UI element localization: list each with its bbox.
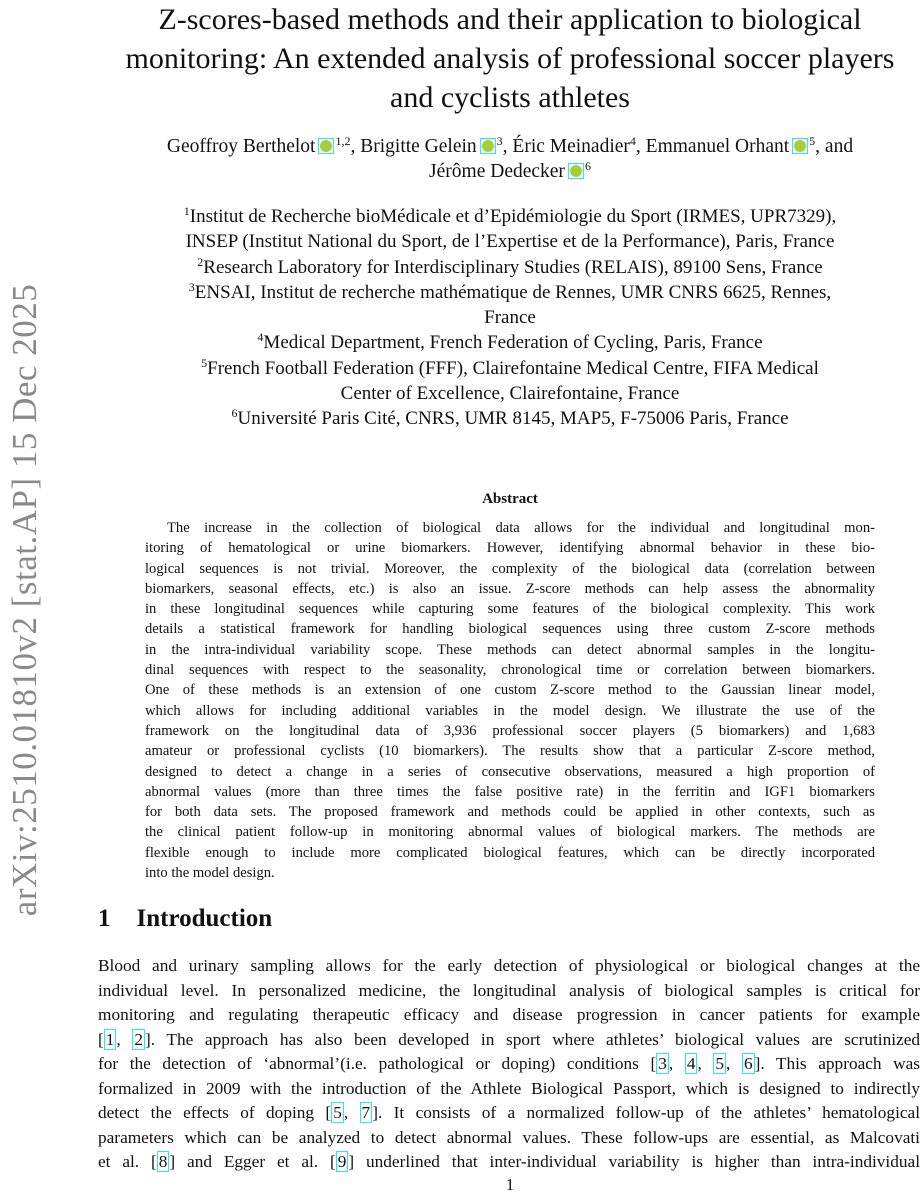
citation-link[interactable]: 1 — [105, 1029, 115, 1049]
author-name: Geoffroy Berthelot — [166, 136, 316, 157]
affiliation-line — [90, 305, 921, 330]
abstract-line: in these longitudinal sequences while capturing some features of the biological complexity. This work — [145, 601, 875, 618]
affiliation-text: Université Paris Cité, CNRS, UMR 8145, MAP5, F-75006 Paris, France — [237, 408, 789, 430]
abstract-body — [145, 518, 875, 883]
affiliation-number: 6 — [231, 406, 238, 421]
author-affiliation-mark: 1,2 — [335, 134, 351, 148]
orcid-icon[interactable] — [568, 163, 584, 179]
affiliation-number: 5 — [201, 355, 208, 370]
intro-text: ] underlined that inter-individual variability is higher than intra-individual — [348, 1152, 920, 1171]
abstract-line: in the intra-individual variability scope. These methods can detect abnormal samples in the longitu- — [145, 641, 875, 658]
intro-text: , — [116, 1029, 133, 1049]
affiliation-number: 4 — [257, 330, 264, 345]
intro-text: monitoring and regulating therapeutic efficacy and disease progression in cancer patients for example — [98, 1005, 920, 1024]
intro-text: ]. The approach has also been developed in sport where athletes’ biological values are scrutinized — [145, 1029, 921, 1049]
abstract-line: for both data sets. The proposed framework and methods could be applied in other contexts, such as — [145, 804, 875, 821]
affiliation-text: French Football Federation (FFF), Clairefontaine Medical Centre, FIFA Medical — [207, 357, 819, 379]
author-affiliation-mark: 3 — [496, 134, 503, 148]
abstract-line: into the model design. — [145, 865, 275, 882]
author-name: Brigitte Gelein — [360, 136, 477, 157]
citation-link[interactable]: 2 — [134, 1029, 144, 1049]
intro-text: , — [697, 1054, 714, 1073]
affiliation-line — [90, 330, 921, 355]
page-number: 1 — [505, 1175, 515, 1194]
section-number: 1 — [98, 905, 111, 932]
section-title: Introduction — [136, 905, 273, 932]
title-line: and cyclists athletes — [390, 81, 630, 114]
abstract-line: biomarkers, seasonal effects, etc.) is also an issue. Z-score methods can help assess the abnormality — [145, 580, 875, 597]
affiliation-line — [90, 406, 921, 431]
intro-line — [98, 1101, 920, 1126]
paper-title — [90, 0, 921, 117]
abstract-line: logical sequences is not trivial. Moreover, the complexity of the biological data (correlation between — [145, 560, 875, 577]
citation-link[interactable]: 5 — [715, 1054, 725, 1073]
abstract-line: the clinical patient follow-up in monitoring abnormal values of biological markers. The methods are — [145, 824, 875, 841]
affiliation-text: Medical Department, French Federation of Cycling, Paris, France — [263, 332, 763, 354]
intro-line — [98, 954, 920, 979]
affiliation-text: France — [484, 307, 536, 329]
author-separator: , — [350, 136, 361, 157]
citation-link[interactable]: 5 — [333, 1103, 342, 1122]
author-separator: , — [635, 136, 646, 157]
affiliation-number: 1 — [183, 204, 190, 218]
intro-text: et al. [ — [98, 1152, 157, 1171]
intro-text: detect the effects of doping [ — [98, 1103, 332, 1122]
intro-line — [98, 1028, 920, 1053]
intro-text: , — [726, 1054, 742, 1073]
intro-line — [98, 1003, 920, 1028]
arxiv-stamp: arXiv:2510.01810v2 [stat.AP] 15 Dec 2025 — [5, 283, 44, 917]
author-affiliation-mark: 5 — [809, 134, 816, 148]
author-affiliation-mark: 6 — [584, 159, 591, 173]
orcid-icon[interactable] — [480, 138, 496, 154]
author-list — [90, 134, 921, 184]
abstract-line: amateur or professional cyclists (10 biomarkers). The results show that a particular Z-score method, — [145, 743, 875, 760]
abstract-line: which allows for including additional variables in the model design. We illustrate the use of the — [145, 702, 875, 719]
author-separator: , — [502, 136, 513, 157]
abstract-line: itoring of hematological or urine biomarkers. However, identifying abnormal behavior in these bio- — [145, 540, 875, 557]
intro-text: individual level. In personalized medicine, the longitudinal analysis of biological samples is critical for — [98, 980, 920, 1000]
intro-text: ] and Egger et al. [ — [169, 1152, 336, 1171]
author-separator: , and — [815, 136, 854, 157]
orcid-icon[interactable] — [792, 138, 808, 154]
affiliation-line — [90, 255, 921, 280]
intro-text: Blood and urinary sampling allows for the early detection of physiological or biological changes at the — [98, 956, 920, 975]
affiliation-line — [90, 356, 921, 381]
abstract-line: flexible enough to include more complicated biological features, which can be directly incorporated — [145, 844, 875, 861]
intro-line — [98, 1077, 920, 1102]
intro-text: ]. It consists of a normalized follow-up of the athletes’ hematological — [372, 1103, 921, 1122]
title-line: monitoring: An extended analysis of professional soccer players — [125, 42, 895, 75]
affiliation-line — [90, 381, 921, 406]
author-name: Éric Meinadier — [512, 136, 630, 157]
author-name: Jérôme Dedecker — [429, 161, 565, 182]
citation-link[interactable]: 3 — [658, 1054, 667, 1073]
intro-text: ]. This approach was — [754, 1054, 921, 1073]
orcid-icon[interactable] — [318, 138, 334, 154]
affiliations — [90, 204, 921, 432]
intro-text: for the detection of ‘abnormal’(i.e. pathological or doping) conditions [ — [98, 1054, 657, 1073]
affiliation-text: INSEP (Institut National du Sport, de l’Expertise et de la Performance), Paris, France — [185, 231, 835, 253]
affiliation-text: Institut de Recherche bioMédicale et d’Epidémiologie du Sport (IRMES, UPR7329), — [189, 206, 837, 227]
section-heading — [98, 905, 272, 933]
abstract-line: The increase in the collection of biological data allows for the individual and longitudinal mon- — [167, 520, 875, 536]
author-name: Emmanuel Orhant — [645, 136, 790, 157]
intro-text: [ — [98, 1029, 104, 1049]
abstract-line: One of these methods is an extension of one custom Z-score method to the Gaussian linear model, — [145, 682, 875, 699]
citation-link[interactable]: 6 — [743, 1054, 753, 1073]
intro-line — [98, 979, 920, 1004]
abstract-line: details a statistical framework for handling biological sequences using three custom Z-score methods — [145, 621, 875, 638]
affiliation-number: 3 — [188, 279, 195, 294]
citation-link[interactable]: 8 — [158, 1152, 168, 1171]
intro-line — [98, 1126, 920, 1151]
citation-link[interactable]: 4 — [686, 1054, 696, 1073]
intro-text: formalized in 2009 with the introduction of the Athlete Biological Passport, which is designed to indirectly — [98, 1078, 920, 1098]
intro-line — [98, 1150, 920, 1175]
intro-text: , — [668, 1054, 685, 1073]
abstract-line: dinal sequences with respect to the seasonality, chronological time or correlation between biomarkers. — [145, 662, 875, 679]
citation-link[interactable]: 9 — [337, 1152, 347, 1171]
citation-link[interactable]: 7 — [361, 1103, 371, 1122]
affiliation-text: ENSAI, Institut de recherche mathématique de Rennes, UMR CNRS 6625, Rennes, — [194, 281, 832, 303]
abstract-line: framework on the longitudinal data of 3,936 professional soccer players (5 biomarkers) and 1,683 — [145, 722, 875, 739]
affiliation-line — [90, 280, 921, 305]
abstract-line: abnormal values (more than three times the false positive rate) in the ferritin and IGF1 biomarkers — [145, 783, 875, 800]
intro-text: parameters which can be analyzed to detect abnormal values. These follow-ups are essential, as Malcovati — [98, 1127, 920, 1147]
intro-line — [98, 1052, 920, 1077]
affiliation-line — [90, 229, 921, 254]
introduction-body — [98, 954, 920, 1175]
affiliation-line — [90, 204, 921, 229]
author-affiliation-mark: 4 — [629, 134, 636, 148]
title-line: Z-scores-based methods and their application to biological — [158, 3, 862, 36]
affiliation-number: 2 — [197, 254, 204, 269]
abstract-heading: Abstract — [482, 491, 538, 507]
intro-text: , — [343, 1103, 360, 1122]
abstract-line: designed to detect a change in a series of consecutive observations, measured a high proportion of — [145, 763, 875, 780]
affiliation-text: Research Laboratory for Interdisciplinary Studies (RELAIS), 89100 Sens, France — [203, 256, 823, 278]
affiliation-text: Center of Excellence, Clairefontaine, France — [340, 383, 680, 405]
